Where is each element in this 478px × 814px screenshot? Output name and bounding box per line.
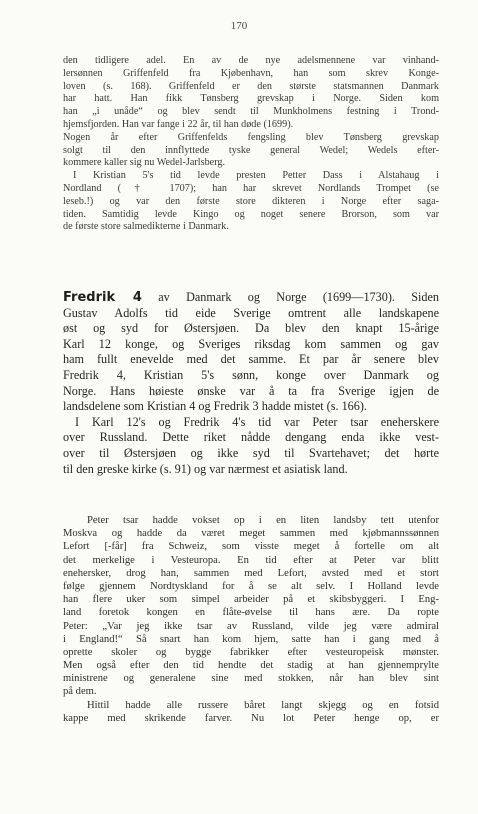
text-line — [63, 290, 439, 306]
text-line: lersønnen Griffenfeld fra Kjøbenhavn, han som skrev Konge- — [63, 67, 439, 79]
text-line: I Karl 12's og Fredrik 4's tid var Peter tsar eneherskere — [75, 414, 439, 429]
text-line: Lefort [-får] fra Schweiz, som visste meget å fortelle om alt — [63, 541, 439, 553]
text-line: Nogen år efter Griffenfelds fengsling blev Tønsberg grevskap — [63, 131, 439, 143]
page-number: 170 — [230, 20, 248, 32]
text-line: Nordland († 1707); han har skrevet Nordlands Trompet (se — [63, 182, 439, 194]
text-line: Norge. Hans høieste ønske var å ta fra Sverige igjen de — [63, 383, 439, 398]
text-line: landsdelene som Kristian 4 og Fredrik 3 hadde mistet (s. 166). — [63, 399, 367, 414]
text-line: han „i unåde“ og blev sendt til Munkholmens festning i Trond- — [63, 106, 439, 118]
text-line: Peter tsar hadde vokset op i en liten landsby tett utenfor — [87, 515, 439, 526]
text-line: loven (s. 168). Griffenfeld er den største statsmannen Danmark — [63, 80, 439, 92]
text-line: Gustav Adolfs tid eide Sverige omtrent alle landskapene — [63, 305, 439, 320]
text-line: Karl 12 konge, og Sveriges riksdag kom sammen og gav — [63, 336, 439, 351]
text-line: Moskva og hadde da været meget sammen med kjøbmannssønnen — [63, 528, 439, 540]
text-line: tiden. Samtidig levde Kingo og noget senere Brorson, som var — [63, 208, 439, 220]
text-line: over til Østersjøen og ikke syd til Svartehavet; det hørte — [63, 445, 439, 460]
text-line: I Kristian 5's tid levde presten Petter Dass i Alstahaug i — [73, 170, 439, 182]
text-line: land foretok kongen en flåte-øvelse til hans ære. Da ropte — [63, 607, 439, 619]
text-line: til den greske kirke (s. 91) og var nærmest et asiatisk land. — [63, 461, 348, 476]
section-heading: Fredrik 4 — [63, 290, 142, 305]
text-line: Peter: „Var jeg ikke tsar av Russland, vilde jeg være admiral — [63, 620, 439, 632]
text-line: kappe med skrikende farver. Nu lot Peter henge op, er — [63, 712, 439, 724]
text-line: solgt til den innflyttede tyske general Wedel; Wedels efter- — [63, 144, 439, 156]
text-line: på dem. — [63, 686, 97, 698]
text-line: hjemsfjorden. Han var fange i 22 år, til han døde (1699). — [63, 118, 294, 130]
text-line: i England!“ Så snart han kom hjem, satte han i gang med å — [63, 633, 439, 645]
text-line: har hatt. Han fikk Tønsberg grevskap i Norge. Siden kom — [63, 93, 439, 105]
text-line: enehersker, drog han, sammen med Lefort, avsted med et stort — [63, 567, 439, 579]
text-line: Hittil hadde alle russere båret langt skjegg og en fotsid — [87, 699, 439, 711]
paragraph-griffenfeld — [63, 55, 439, 234]
text-line: han flere uker som simpel arbeider på et skibsbyggeri. I Eng- — [63, 594, 439, 606]
text-line: oprette skoler og bygge fabrikker efter vesteuropeisk mønster. — [63, 646, 439, 658]
text-line: følge gjennem Nordtyskland for å se alt selv. I Holland levde — [63, 580, 439, 592]
paragraph-peter-tsar — [63, 514, 439, 725]
text-line: ministrene og generalene sine med stokken, når han blev sint — [63, 673, 439, 685]
text-line: det merkelige i Vesteuropa. En tid efter at Peter var blitt — [63, 554, 439, 566]
text-line: øst og syd for Østersjøen. Da blev den knapt 15-årige — [63, 321, 439, 336]
text-line: over Russland. Dette riket nådde dengang enda ikke vest- — [63, 430, 439, 445]
text-line: den tidligere adel. En av de nye adelsmennene var vinhand- — [63, 55, 439, 66]
text-line: de første store salmedikterne i Danmark. — [63, 221, 229, 233]
text-line: ham fullt enevelde med det samme. Et par år senere blev — [63, 352, 439, 367]
text-line: leseb.!) og var den første store dikteren i Norge efter saga- — [63, 195, 439, 207]
text-line: kommere kaller sig nu Wedel-Jarlsberg. — [63, 157, 226, 169]
text-run: av Danmark og Norge (1699—1730). Siden — [141, 290, 440, 304]
text-line: Fredrik 4, Kristian 5's sønn, konge over Danmark og — [63, 367, 439, 382]
paragraph-fredrik-4 — [63, 290, 439, 477]
text-line: Men også efter den tid hendte det stadig at han gjennemprylte — [63, 660, 439, 672]
